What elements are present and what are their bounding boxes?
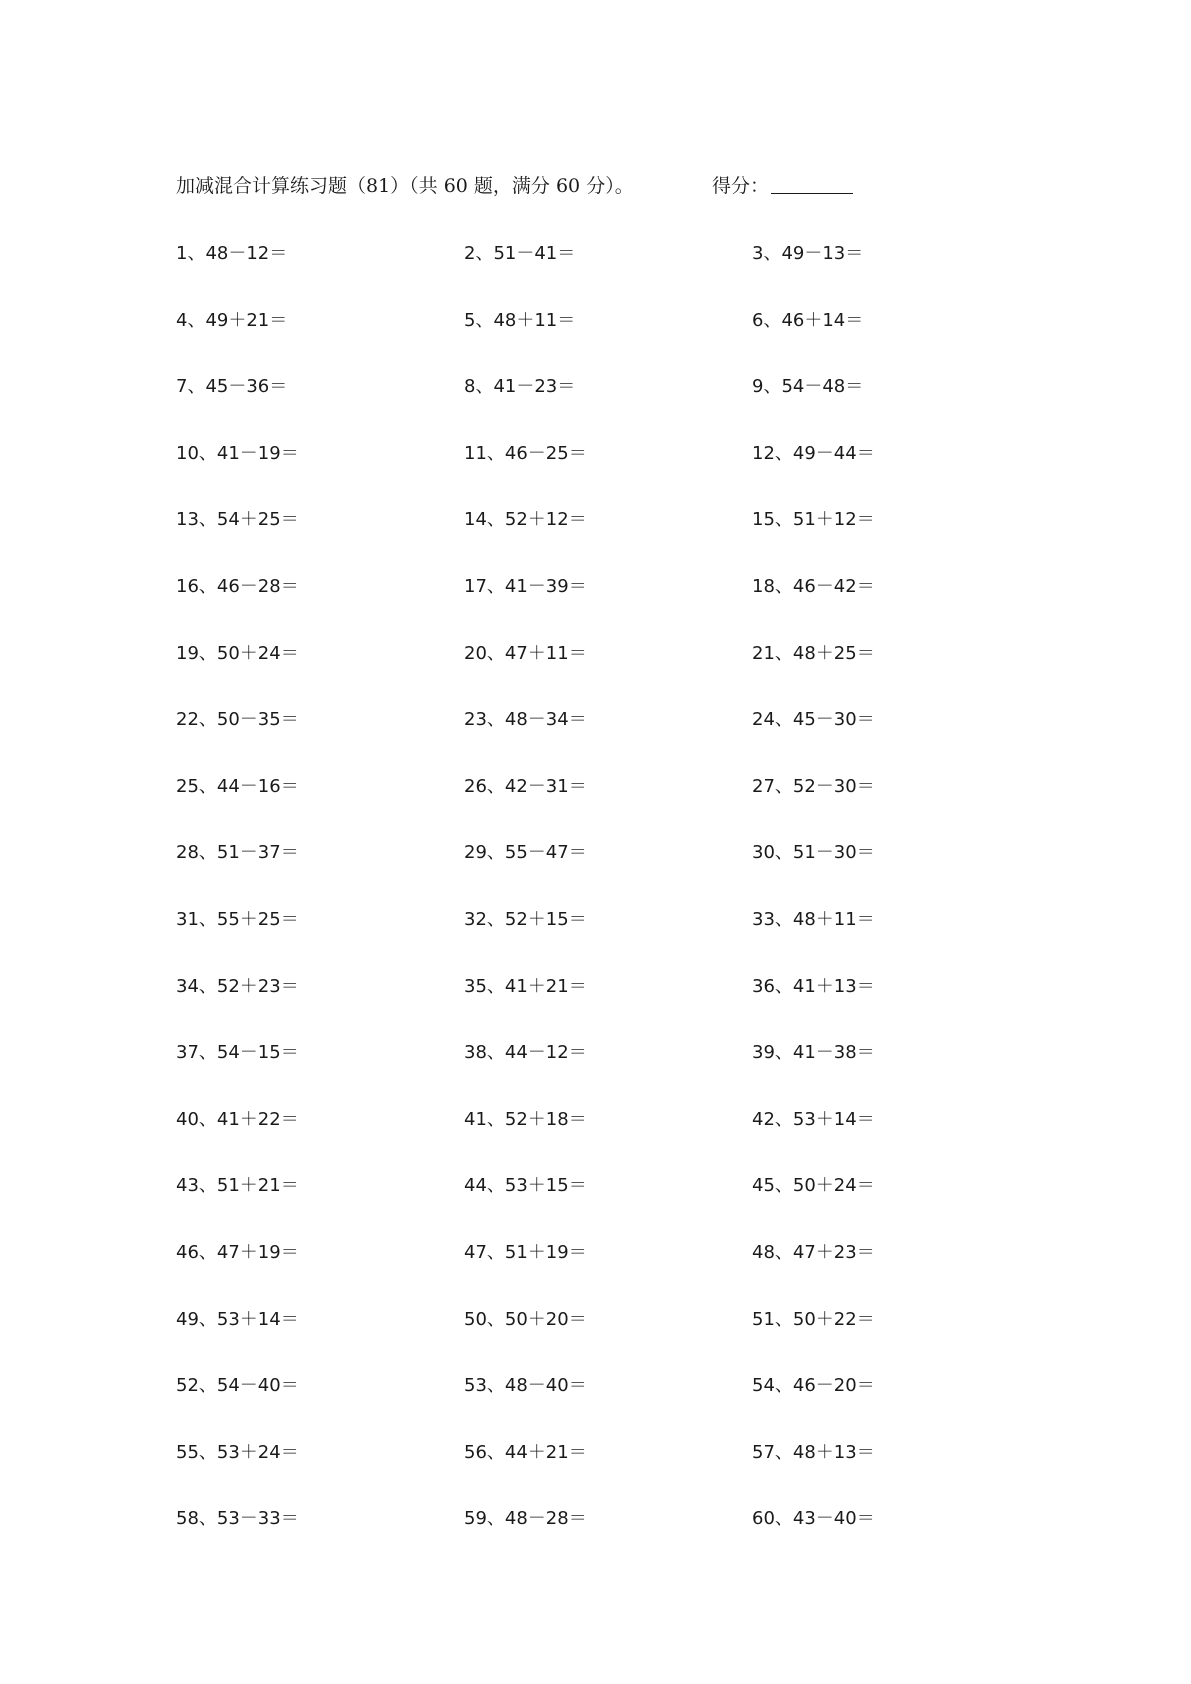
math-problem: 33、48＋11＝ — [752, 908, 875, 930]
math-problem: 43、51＋21＝ — [176, 1175, 299, 1197]
math-problem: 55、53＋24＝ — [176, 1441, 299, 1463]
math-problem: 6、46＋14＝ — [752, 309, 864, 331]
math-problem: 18、46－42＝ — [752, 575, 875, 597]
math-problem: 48、47＋23＝ — [752, 1241, 875, 1263]
math-problem: 20、47＋11＝ — [464, 642, 587, 664]
math-problem: 22、50－35＝ — [176, 709, 299, 731]
score-label: 得分： — [712, 175, 770, 197]
worksheet-title: 加减混合计算练习题（81）（共 60 题，满分 60 分）。 — [176, 175, 634, 197]
math-problem: 42、53＋14＝ — [752, 1108, 875, 1130]
math-problem: 11、46－25＝ — [464, 442, 587, 464]
math-problem: 28、51－37＝ — [176, 842, 299, 864]
math-problem: 27、52－30＝ — [752, 775, 875, 797]
math-problem: 41、52＋18＝ — [464, 1108, 587, 1130]
math-problem: 26、42－31＝ — [464, 775, 587, 797]
math-problem: 44、53＋15＝ — [464, 1175, 587, 1197]
math-problem: 13、54＋25＝ — [176, 509, 299, 531]
math-problem: 19、50＋24＝ — [176, 642, 299, 664]
math-problem: 9、54－48＝ — [752, 376, 864, 398]
math-problem: 15、51＋12＝ — [752, 509, 875, 531]
math-problem: 10、41－19＝ — [176, 442, 299, 464]
math-problem: 52、54－40＝ — [176, 1375, 299, 1397]
math-problem: 58、53－33＝ — [176, 1508, 299, 1530]
score-blank-line — [771, 171, 853, 194]
math-problem: 3、49－13＝ — [752, 243, 864, 264]
math-problem: 7、45－36＝ — [176, 376, 288, 398]
math-problem: 57、48＋13＝ — [752, 1441, 875, 1463]
math-problem: 30、51－30＝ — [752, 842, 875, 864]
math-problem: 24、45－30＝ — [752, 709, 875, 731]
math-problem: 40、41＋22＝ — [176, 1108, 299, 1130]
math-problem: 5、48＋11＝ — [464, 309, 576, 331]
math-problem: 53、48－40＝ — [464, 1375, 587, 1397]
math-problem: 8、41－23＝ — [464, 376, 576, 398]
math-problem: 60、43－40＝ — [752, 1508, 875, 1530]
math-problem: 16、46－28＝ — [176, 575, 299, 597]
worksheet-header — [176, 170, 876, 202]
math-problem: 59、48－28＝ — [464, 1508, 587, 1530]
math-problem: 56、44＋21＝ — [464, 1441, 587, 1463]
math-problem: 2、51－41＝ — [464, 243, 576, 264]
math-problem: 17、41－39＝ — [464, 575, 587, 597]
math-problem: 36、41＋13＝ — [752, 975, 875, 997]
math-problem: 29、55－47＝ — [464, 842, 587, 864]
math-problem: 35、41＋21＝ — [464, 975, 587, 997]
math-problem: 49、53＋14＝ — [176, 1308, 299, 1330]
math-problem: 34、52＋23＝ — [176, 975, 299, 997]
math-problem: 45、50＋24＝ — [752, 1175, 875, 1197]
math-problem: 31、55＋25＝ — [176, 908, 299, 930]
problem-grid — [176, 238, 1076, 1570]
math-problem: 12、49－44＝ — [752, 442, 875, 464]
math-problem: 32、52＋15＝ — [464, 908, 587, 930]
math-problem: 37、54－15＝ — [176, 1042, 299, 1064]
math-problem: 1、48－12＝ — [176, 243, 288, 264]
math-problem: 46、47＋19＝ — [176, 1241, 299, 1263]
math-problem: 4、49＋21＝ — [176, 309, 288, 331]
math-problem: 39、41－38＝ — [752, 1042, 875, 1064]
math-problem: 50、50＋20＝ — [464, 1308, 587, 1330]
math-problem: 38、44－12＝ — [464, 1042, 587, 1064]
math-problem: 47、51＋19＝ — [464, 1241, 587, 1263]
math-problem: 25、44－16＝ — [176, 775, 299, 797]
score-field — [712, 170, 853, 202]
math-problem: 21、48＋25＝ — [752, 642, 875, 664]
math-problem: 23、48－34＝ — [464, 709, 587, 731]
math-problem: 54、46－20＝ — [752, 1375, 875, 1397]
math-problem: 51、50＋22＝ — [752, 1308, 875, 1330]
math-problem: 14、52＋12＝ — [464, 509, 587, 531]
